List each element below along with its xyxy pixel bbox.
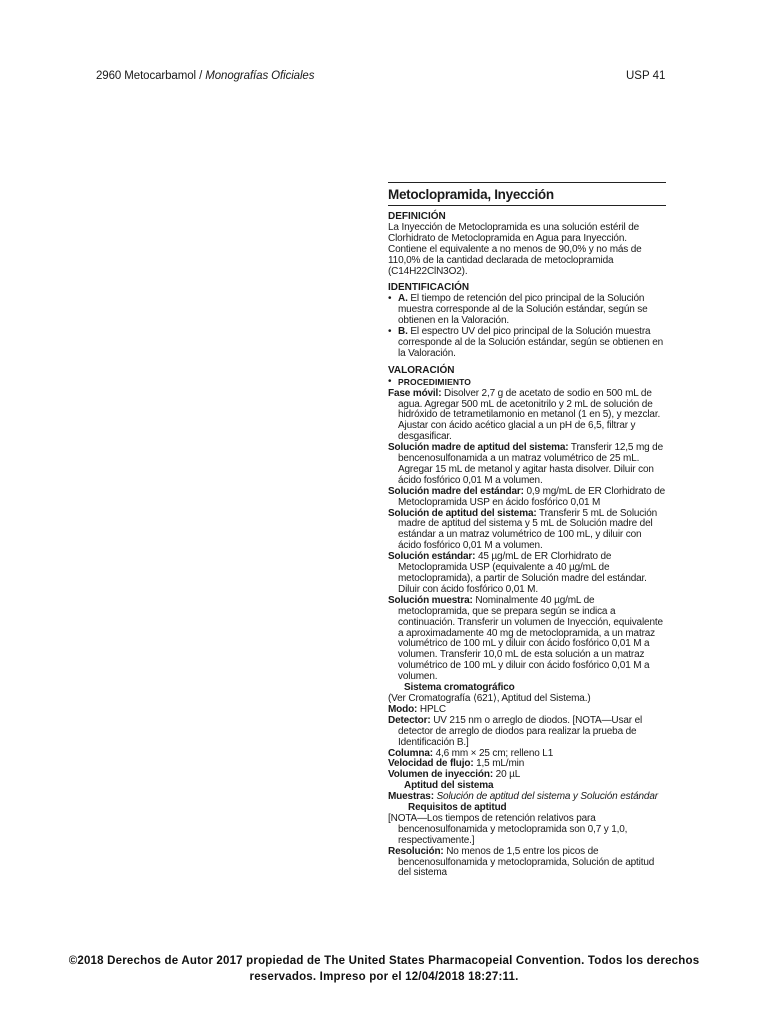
entry-mobile-phase bbox=[388, 389, 666, 444]
entry-label: Solución muestra: bbox=[388, 594, 473, 606]
bullet-icon: • bbox=[388, 375, 392, 387]
procedure-heading bbox=[388, 377, 666, 389]
entry-label: Solución estándar: bbox=[388, 551, 476, 563]
running-title: Metocarbamol bbox=[124, 70, 196, 82]
entry-suitability-solution bbox=[388, 509, 666, 553]
page-number: 2960 bbox=[96, 70, 122, 82]
flow-label: Velocidad de flujo: bbox=[388, 758, 474, 770]
injection-value: 20 µL bbox=[495, 769, 521, 781]
section-name: Monografías Oficiales bbox=[205, 70, 315, 82]
resolution-label: Resolución: bbox=[388, 845, 444, 857]
copyright-footer bbox=[0, 953, 768, 985]
entry-text: Transferir 12,5 mg de bencenosulfonamida a un matraz volumétrico de 25 mL. Agregar 15 mL de metanol y agitar hasta disolver. Diluir con ácido fosfórico 0,01 M a volumen. bbox=[398, 442, 663, 486]
samples-label: Muestras: bbox=[388, 791, 434, 803]
detector-label: Detector: bbox=[388, 714, 431, 726]
requirements-resolution bbox=[388, 847, 666, 880]
entry-label: Solución madre de aptitud del sistema: bbox=[388, 442, 569, 454]
chrom-detector bbox=[388, 716, 666, 749]
injection-label: Volumen de inyección: bbox=[388, 769, 494, 781]
requirements-note: [NOTA—Los tiempos de retención relativos para bencenosulfonamida y metoclopramida son 0,7 y 1,0, respectivamente.] bbox=[388, 812, 628, 846]
monograph-column bbox=[388, 182, 666, 879]
chrom-heading: Sistema cromatográfico bbox=[404, 682, 515, 694]
mode-value: HPLC bbox=[419, 703, 446, 715]
detector-value: UV 215 nm o arreglo de diodos. [NOTA—Usar el detector de arreglo de diodos para realizar la prueba de Identificación B.] bbox=[398, 714, 643, 748]
entry-text: 45 µg/mL de ER Clorhidrato de Metoclopramida USP (equivalente a 40 µg/mL de metoclopramida), a partir de Solución madre del estándar. Diluir con ácido fosfórico 0,01 M. bbox=[398, 551, 647, 595]
identification-heading: IDENTIFICACIÓN bbox=[388, 282, 470, 294]
mode-label: Modo: bbox=[388, 703, 418, 715]
footer-line-2: reservados. Impreso por el 12/04/2018 18:27:11. bbox=[249, 971, 519, 983]
entry-suitability-stock bbox=[388, 443, 666, 487]
edition-label: USP 41 bbox=[626, 70, 666, 82]
entry-label: Fase móvil: bbox=[388, 387, 442, 399]
item-text: El tiempo de retención del pico principal de la Solución muestra corresponde al de la Solución estándar, según se obtienen en la Valoración. bbox=[398, 293, 648, 327]
identification-item-b bbox=[388, 327, 666, 360]
item-label: B. bbox=[398, 326, 408, 338]
entry-text: Transferir 5 mL de Solución madre de aptitud del sistema y 5 mL de Solución madre del estándar a un matraz volumétrico de 100 mL, y diluir con ácido fosfórico 0,01 M a volumen. bbox=[398, 507, 658, 552]
entry-label: Solución madre del estándar: bbox=[388, 485, 524, 497]
column-label: Columna: bbox=[388, 747, 433, 759]
top-rule bbox=[388, 182, 666, 183]
flow-value: 1,5 mL/min bbox=[476, 758, 525, 770]
definition-heading: DEFINICIÓN bbox=[388, 211, 446, 222]
resolution-value: No menos de 1,5 entre los picos de bencenosulfonamida y metoclopramida, Solución de aptitud del sistema bbox=[398, 845, 655, 879]
definition-text: La Inyección de Metoclopramida es una solución estéril de Clorhidrato de Metoclopramida en Agua para Inyección. Contiene el equivalente a no menos de 90,0% y no más de 110,0% de la cantidad declarada de metoclopramida (C14H22ClN3O2). bbox=[388, 221, 642, 277]
item-text: El espectro UV del pico principal de la Solución muestra corresponde al de la Solución estándar, según se obtienen en la Valoración. bbox=[398, 326, 664, 359]
entry-label: Solución de aptitud del sistema: bbox=[388, 507, 537, 519]
footer-line-1: ©2018 Derechos de Autor 2017 propiedad de The United States Pharmacopeial Convention. Todos los derechos bbox=[68, 955, 700, 967]
procedure-label: PROCEDIMIENTO bbox=[398, 376, 471, 387]
entry-standard-solution bbox=[388, 552, 666, 596]
entry-text: Nominalmente 40 µg/mL de metoclopramida, que se prepara según se indica a continuación. Transferir un volumen de Inyección, equivalente a aproximadamente 40 mg de metoclopramida, a un matraz volumétrico de 100 mL y diluir con ácido fosfórico 0,01 M a volumen. Transferir 10,0 mL de esta solución a un matraz volumétrico de 100 mL y diluir con ácido fosfórico 0,01 M a volumen. bbox=[398, 594, 663, 683]
entry-sample-solution bbox=[388, 596, 666, 683]
entry-text: 0,9 mg/mL de ER Clorhidrato de Metoclopramida USP en ácido fosfórico 0,01 M bbox=[398, 485, 666, 508]
column-value: 4,6 mm × 25 cm; relleno L1 bbox=[435, 747, 554, 759]
bullet-icon: • bbox=[388, 326, 392, 338]
suitability-heading: Aptitud del sistema bbox=[404, 780, 494, 792]
running-header: 2960 Metocarbamol / Monografías Oficiales bbox=[96, 70, 315, 82]
identification-item-a bbox=[388, 294, 666, 327]
monograph-title: Metoclopramida, Inyección bbox=[388, 187, 666, 206]
chrom-reference: (Ver Cromatografía ⟨621⟩, Aptitud del Sistema.) bbox=[388, 692, 591, 704]
entry-standard-stock bbox=[388, 487, 666, 509]
requirements-heading: Requisitos de aptitud bbox=[408, 802, 507, 814]
samples-value: Solución de aptitud del sistema y Solución estándar bbox=[436, 791, 658, 803]
assay-heading: VALORACIÓN bbox=[388, 364, 455, 376]
item-label: A. bbox=[398, 293, 408, 305]
bullet-icon: • bbox=[388, 293, 392, 305]
entry-text: Disolver 2,7 g de acetato de sodio en 500 mL de agua. Agregar 500 mL de acetonitrilo y 2 mL de solución de hidróxido de tetrametilamonio en metanol (1 en 5), y mezclar. Ajustar con ácido acético glacial a un pH de 6,5, filtrar y desgasificar. bbox=[398, 387, 661, 443]
